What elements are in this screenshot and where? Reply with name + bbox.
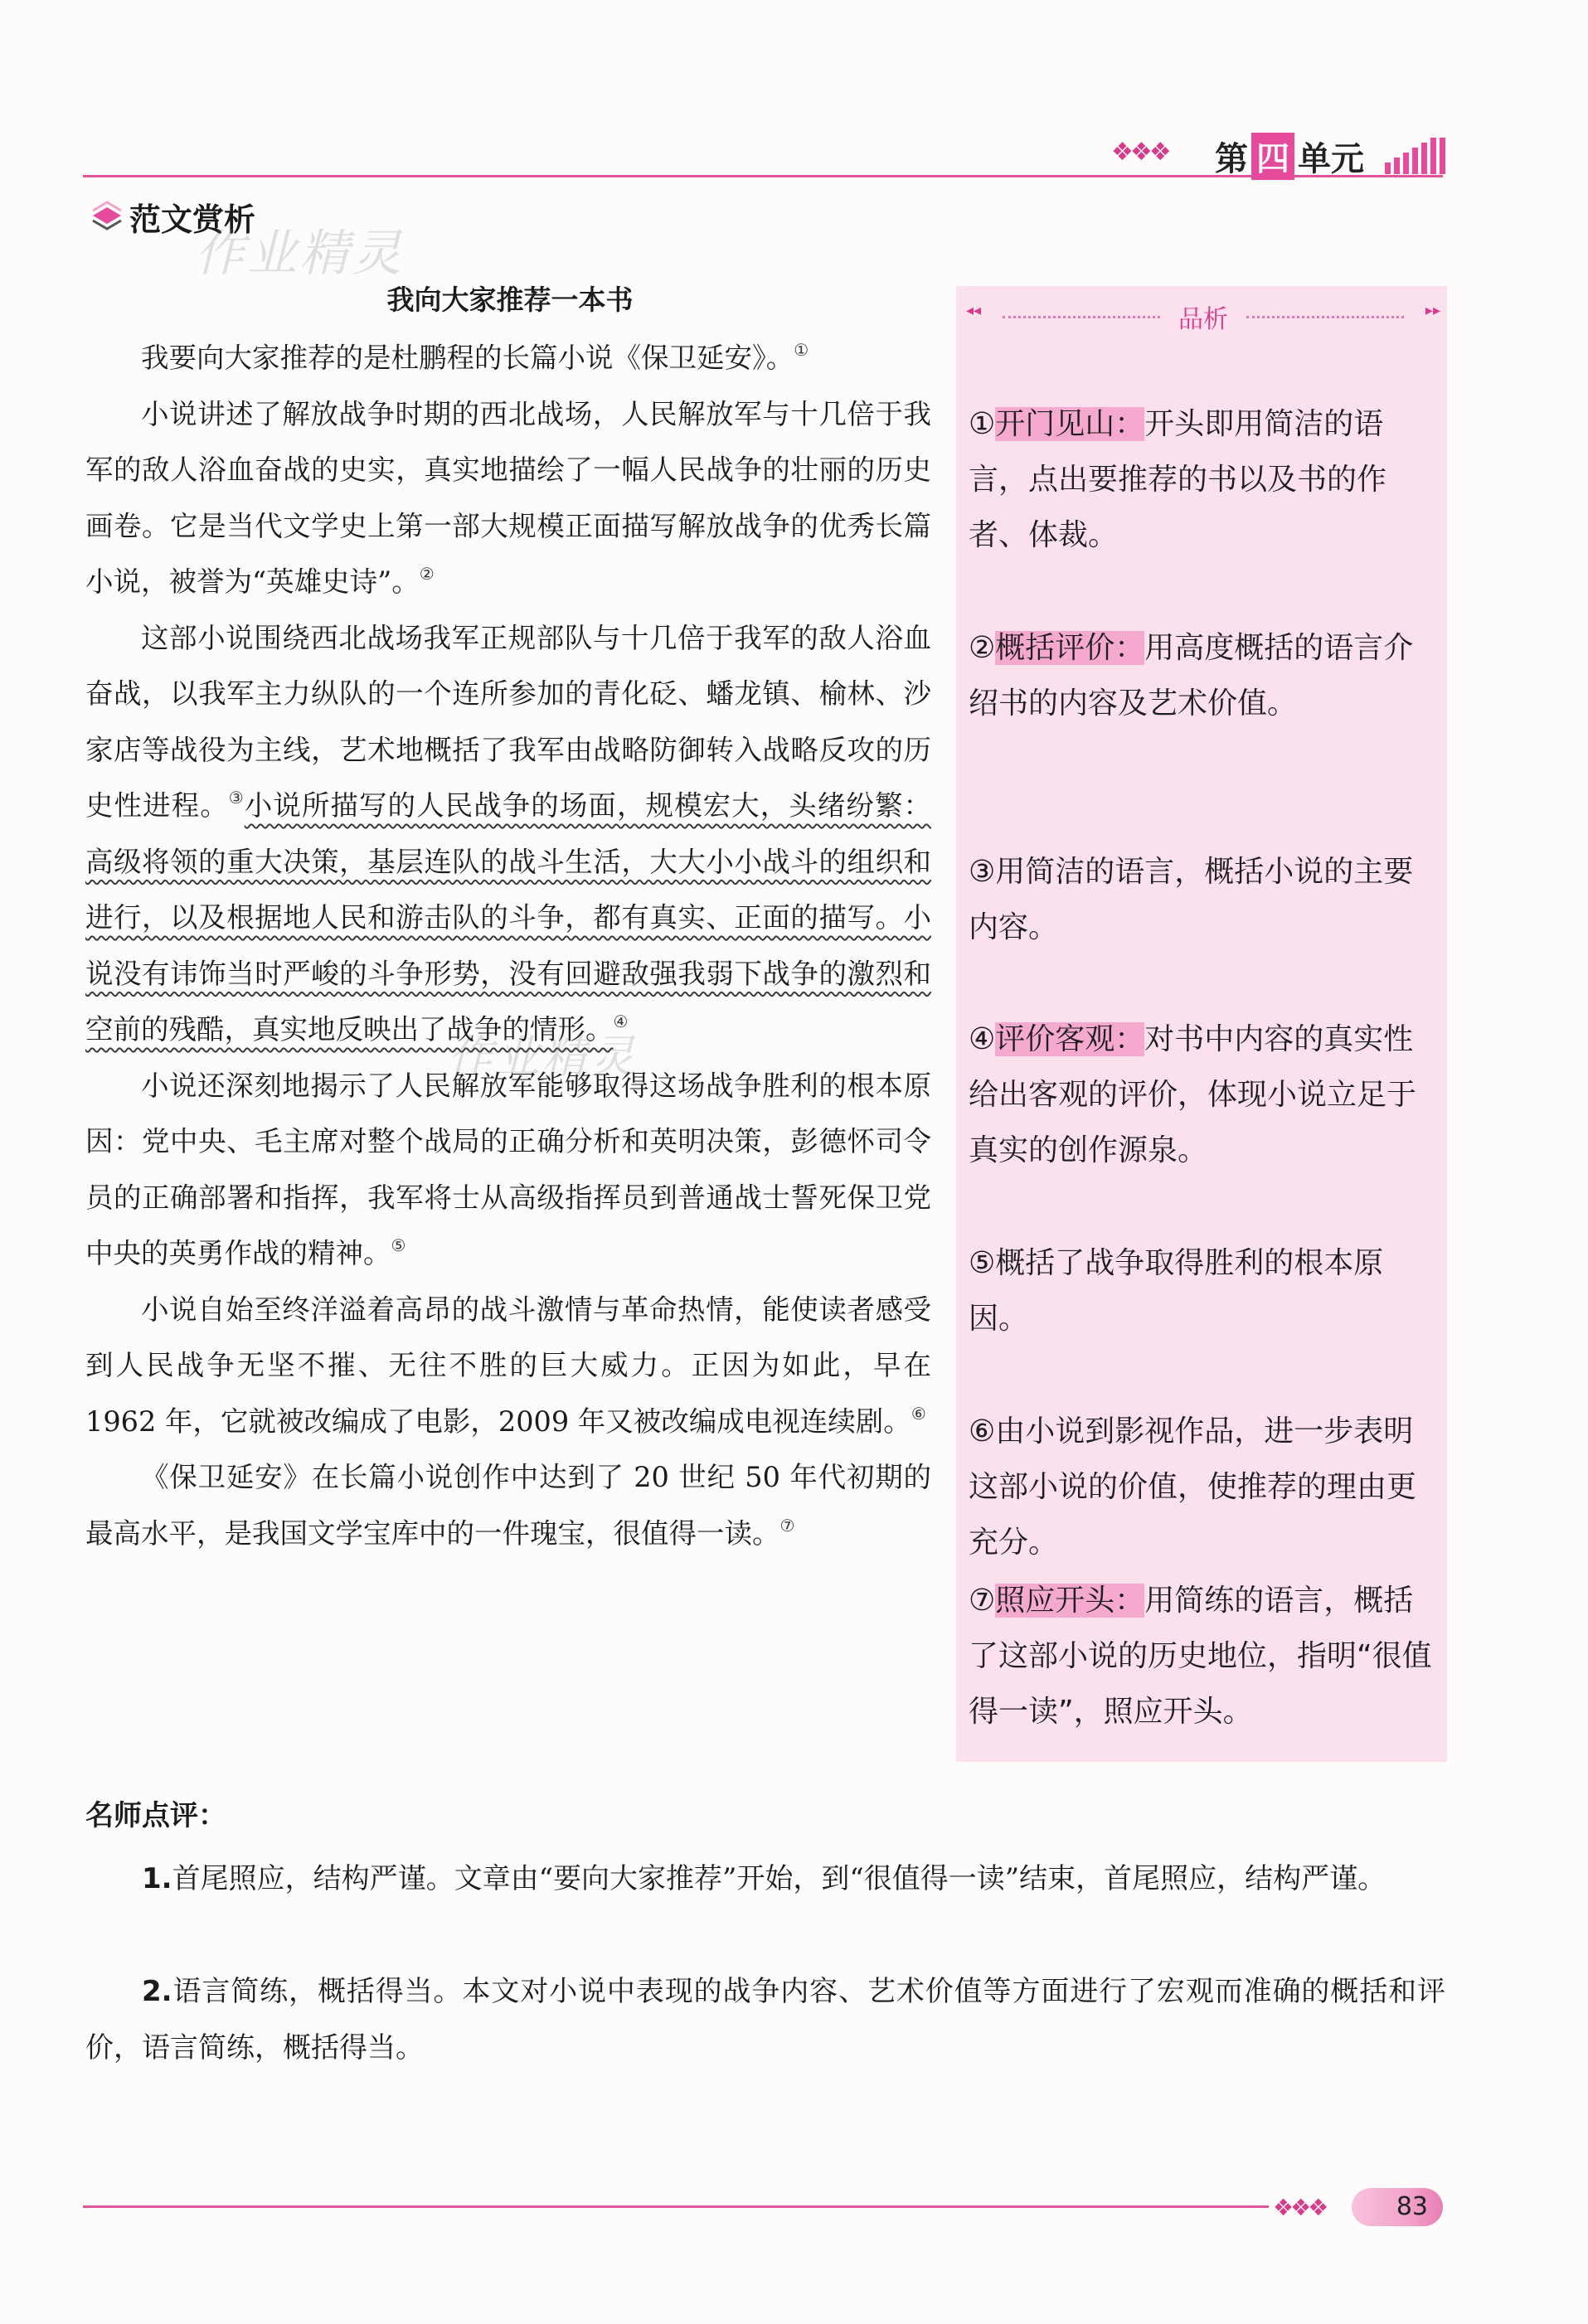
comment-heading: 名师点评： xyxy=(85,1799,226,1832)
footer-rule xyxy=(83,2205,1269,2208)
analysis-title: 品析 xyxy=(1178,305,1228,334)
double-right-arrow-icon: ▸▸ xyxy=(1425,302,1440,319)
unit-title: 第 四 单元 xyxy=(1215,133,1364,180)
wavy-underlined-text: 小说所描写的人民战争的场面，规模宏大，头绪纷繁：高级将领的重大决策，基层连队的战斗生活，大大小小战斗的组织和进行，以及根据地人民和游击队的斗争，都有真实、正面的描写。小说没有讳饰当时严峻的斗争形势，没有回避敌强我弱下战争的激烈和空前的残酷，真实地反映出了战争的情形。 xyxy=(85,789,932,1046)
essay-paragraph: 这部小说围绕西北战场我军正规部队与十几倍于我军的敌人浴血奋战，以我军主力纵队的一个连所参加的青化砭、蟠龙镇、榆林、沙家店等战役为主线，艺术地概括了我军由战略防御转入战略反攻的历史性进程。③小说所描写的人民战争的场面，规模宏大，头绪纷繁：高级将领的重大决策，基层连队的战斗生活，大大小小战斗的组织和进行，以及根据地人民和游击队的斗争，都有真实、正面的描写。小说没有讳饰当时严峻的斗争形势，没有回避敌强我弱下战争的激烈和空前的残酷，真实地反映出了战争的情形。④ xyxy=(85,621,932,1046)
header-diamond-icons: ❖❖❖ xyxy=(1111,138,1168,167)
signal-bars-icon xyxy=(1383,138,1446,174)
analysis-header xyxy=(966,300,1440,333)
watermark: 作业精灵 xyxy=(195,225,404,283)
double-left-arrow-icon: ◂◂ xyxy=(966,302,982,319)
section-title: 范文赏析 xyxy=(129,201,256,238)
book-stack-icon xyxy=(90,196,124,230)
analysis-note: ④评价客观：对书中内容的真实性给出客观的评价，体现小说立足于真实的创作源泉。 xyxy=(969,1022,1417,1167)
comment-item: 1.首尾照应，结构严谨。文章由“要向大家推荐”开始，到“很值得一读”结束，首尾照应，结构严谨。 xyxy=(142,1862,1386,1895)
comment-item: 2.语言简练，概括得当。本文对小说中表现的战争内容、艺术价值等方面进行了宏观而准确的概括和评价，语言简练，概括得当。 xyxy=(85,1975,1445,2064)
essay-paragraph: 我要向大家推荐的是杜鹏程的长篇小说《保卫延安》。① xyxy=(141,340,809,374)
essay-paragraph: 小说讲述了解放战争时期的西北战场，人民解放军与十几倍于我军的敌人浴血奋战的史实，真实地描绘了一幅人民战争的壮丽的历史画卷。它是当代文学史上第一部大规模正面描写解放战争的优秀长篇小说，被誉为“英雄史诗”。② xyxy=(85,397,931,598)
essay-body xyxy=(85,330,931,1561)
footer-diamond-icons: ❖❖❖ xyxy=(1273,2194,1326,2221)
unit-number: 四 xyxy=(1251,133,1294,180)
analysis-note: ②概括评价：用高度概括的语言介绍书的内容及艺术价值。 xyxy=(969,631,1414,720)
analysis-note: ①开门见山：开头即用简洁的语言，点出要推荐的书以及书的作者、体裁。 xyxy=(969,407,1387,552)
analysis-note: ⑦照应开头：用简练的语言，概括了这部小说的历史地位，指明“很值得一读”，照应开头。 xyxy=(969,1584,1432,1729)
watermark: 作业精灵 xyxy=(448,1031,637,1083)
essay-paragraph: 小说自始至终洋溢着高昂的战斗激情与革命热情，能使读者感受到人民战争无坚不摧、无往不胜的巨大威力。正因为如此，早在 1962 年，它就被改编成了电影，2009 年又被改编成电视连续剧。⑥ xyxy=(85,1293,931,1438)
analysis-note: ⑤概括了战争取得胜利的根本原因。 xyxy=(969,1246,1384,1336)
essay-paragraph: 《保卫延安》在长篇小说创作中达到了 20 世纪 50 年代初期的最高水平，是我国文学宝库中的一件瑰宝，很值得一读。⑦ xyxy=(85,1461,931,1550)
essay-paragraph: 小说还深刻地揭示了人民解放军能够取得这场战争胜利的根本原因：党中央、毛主席对整个战局的正确分析和英明决策，彭德怀司令员的正确部署和指挥，我军将士从高级指挥员到普通战士誓死保卫党中央的英勇作战的精神。⑤ xyxy=(85,1069,931,1269)
page-number: 83 xyxy=(1352,2188,1443,2226)
analysis-note: ③用简洁的语言，概括小说的主要内容。 xyxy=(969,855,1414,944)
essay-title: 我向大家推荐一本书 xyxy=(386,284,634,316)
analysis-note: ⑥由小说到影视作品，进一步表明这部小说的价值，使推荐的理由更充分。 xyxy=(969,1414,1417,1560)
